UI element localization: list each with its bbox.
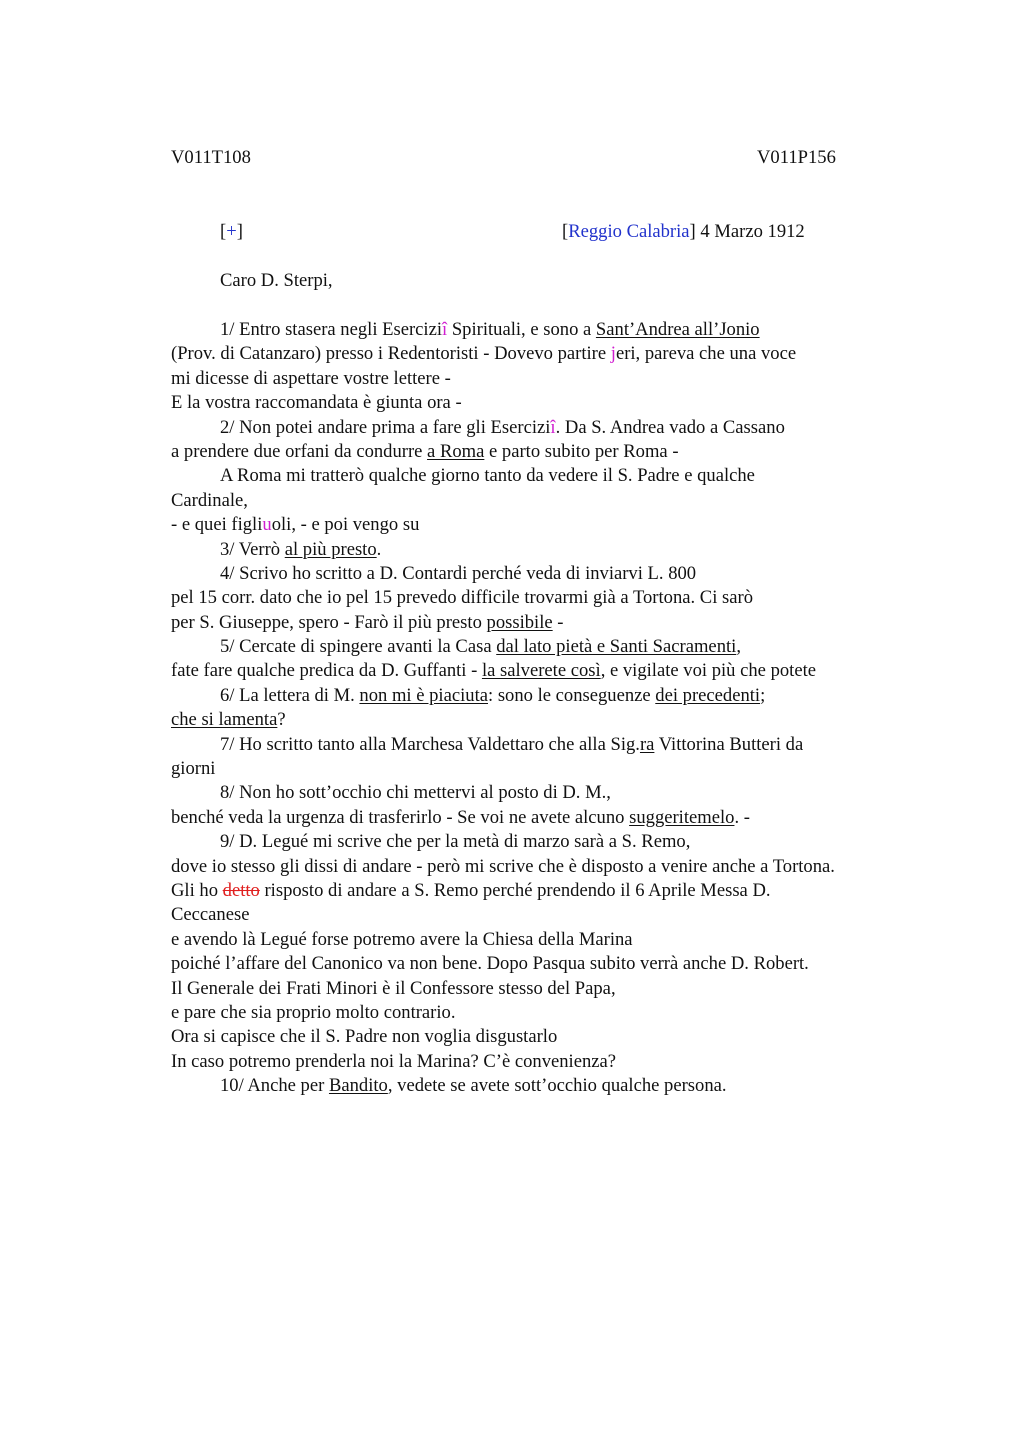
text-line [171, 733, 931, 757]
text-run: 6/ La lettera di M. [220, 684, 360, 706]
text-run: . Da S. Andrea vado a Cassano [555, 416, 785, 438]
text-line: In caso potremo prenderla noi la Marina? C’è convenienza? [171, 1050, 617, 1072]
underlined-text: dal lato pietà e Santi Sacramenti [496, 636, 737, 658]
text-line: 4/ Scrivo ho scritto a D. Contardi perché veda di inviarvi L. 800 [220, 562, 697, 584]
text-line: e avendo là Legué forse potremo avere la Chiesa della Marina [171, 928, 633, 950]
text-line [171, 513, 931, 537]
text-run: , vedete se avete sott’occhio qualche persona. [387, 1075, 727, 1097]
text-line: poiché l’affare del Canonico va non bene. Dopo Pasqua subito verrà anche D. Robert. [171, 953, 809, 975]
text-line [171, 879, 931, 903]
letter-header [220, 220, 832, 244]
text-line: e pare che sia proprio molto contrario. [171, 1001, 456, 1023]
underlined-text: Bandito [328, 1075, 388, 1097]
text-run: ? [277, 709, 286, 731]
text-line: Ceccanese [171, 904, 250, 926]
text-line: 9/ D. Legué mi scrive che per la metà di marzo sarà a S. Remo, [220, 831, 691, 853]
volume-code-right: V011P156 [757, 147, 836, 168]
underlined-text: ra [639, 733, 655, 755]
place-date [562, 220, 805, 244]
editorial-mark: î [442, 319, 448, 340]
underlined-text: Sant’Andrea all’Jonio [595, 319, 760, 340]
place-bracket-close: ] [689, 221, 696, 242]
text-run: e parto subito per Roma - [484, 440, 679, 462]
text-line: E la vostra raccomandata è giunta ora - [171, 392, 462, 414]
text-line [171, 342, 931, 366]
text-run: , [736, 636, 741, 658]
cross-bracket-close: ] [236, 221, 243, 242]
text-run: 7/ Ho scritto tanto alla Marchesa Valdettaro che alla Sig. [220, 733, 640, 755]
text-run: Gli ho [171, 879, 223, 901]
text-line: dove io stesso gli dissi di andare - però mi scrive che è disposto a venire anche a Tortona. [171, 855, 835, 877]
text-line: Ora si capisce che il S. Padre non voglia disgustarlo [171, 1026, 558, 1048]
editorial-mark: î [550, 416, 556, 438]
text-line [171, 1074, 931, 1098]
underlined-text: la salverete così [481, 660, 601, 682]
text-line: giorni [171, 758, 216, 780]
text-run: . [376, 538, 382, 560]
cross-mark: + [226, 221, 237, 242]
text-line [171, 538, 931, 562]
underlined-text: al più presto [284, 538, 377, 560]
text-line [171, 416, 931, 440]
text-line: Cardinale, [171, 489, 248, 511]
text-line: pel 15 corr. dato che io pel 15 prevedo difficile trovarmi già a Tortona. Ci sarò [171, 587, 753, 609]
text-run: . - [734, 806, 750, 828]
text-line [171, 440, 931, 464]
text-run: - e quei figli [171, 514, 263, 536]
text-run: Spirituali, e sono a [447, 319, 596, 340]
struck-text: detto [222, 879, 260, 901]
underlined-text: suggeritemelo [629, 806, 735, 828]
text-line [171, 318, 931, 342]
text-run: ; [760, 684, 766, 706]
text-run: (Prov. di Catanzaro) presso i Redentoristi - Dovevo partire [171, 343, 611, 365]
text-line [171, 708, 931, 732]
text-line [171, 635, 931, 659]
text-run: Vittorina Butteri da [654, 733, 804, 755]
text-run: benché veda la urgenza di trasferirlo - Se voi ne avete alcuno [171, 806, 630, 828]
letter-body [171, 318, 931, 1099]
cross-bracket-open: [ [220, 221, 227, 242]
text-line: Il Generale dei Frati Minori è il Confessore stesso del Papa, [171, 977, 616, 999]
underlined-text: che si lamenta [171, 709, 278, 731]
text-run: , e vigilate voi più che potete [600, 660, 816, 682]
text-line [171, 659, 931, 683]
underlined-text: non mi è piaciuta [359, 684, 488, 706]
text-run: 10/ Anche per [220, 1075, 329, 1097]
text-line [171, 806, 931, 830]
place-name: Reggio Calabria [568, 221, 690, 242]
editorial-mark: u [262, 514, 272, 536]
text-run: oli, - e poi vengo su [271, 514, 420, 536]
underlined-text: dei precedenti [655, 684, 761, 706]
text-line [171, 684, 931, 708]
volume-code-left: V011T108 [171, 147, 251, 168]
text-run: per S. Giuseppe, spero - Farò il più presto [171, 611, 487, 633]
underlined-text: possibile [486, 611, 553, 633]
text-line: 8/ Non ho sott’occhio chi mettervi al posto di D. M., [220, 782, 611, 804]
letter-date: 4 Marzo 1912 [695, 221, 805, 242]
editorial-mark: j [610, 343, 616, 365]
text-line [171, 611, 931, 635]
text-run: : sono le conseguenze [488, 684, 656, 706]
text-run: fate fare qualche predica da D. Guffanti - [171, 660, 482, 682]
text-run: - [552, 611, 564, 633]
text-run: eri, pareva che una voce [615, 343, 797, 365]
text-run: 5/ Cercate di spingere avanti la Casa [220, 636, 497, 658]
underlined-text: a Roma [427, 440, 485, 462]
text-run: a prendere due orfani da condurre [171, 440, 428, 462]
place-bracket-open: [ [562, 221, 569, 242]
text-run: 3/ Verrò [220, 538, 285, 560]
text-line: A Roma mi tratterò qualche giorno tanto da vedere il S. Padre e qualche [220, 465, 755, 487]
text-run: risposto di andare a S. Remo perché prendendo il 6 Aprile Messa D. [259, 879, 771, 901]
text-run: 1/ Entro stasera negli Esercizi [220, 319, 443, 340]
text-run: 2/ Non potei andare prima a fare gli Esercizi [220, 416, 551, 438]
text-line: mi dicesse di aspettare vostre lettere - [171, 367, 451, 389]
salutation: Caro D. Sterpi, [220, 270, 333, 291]
